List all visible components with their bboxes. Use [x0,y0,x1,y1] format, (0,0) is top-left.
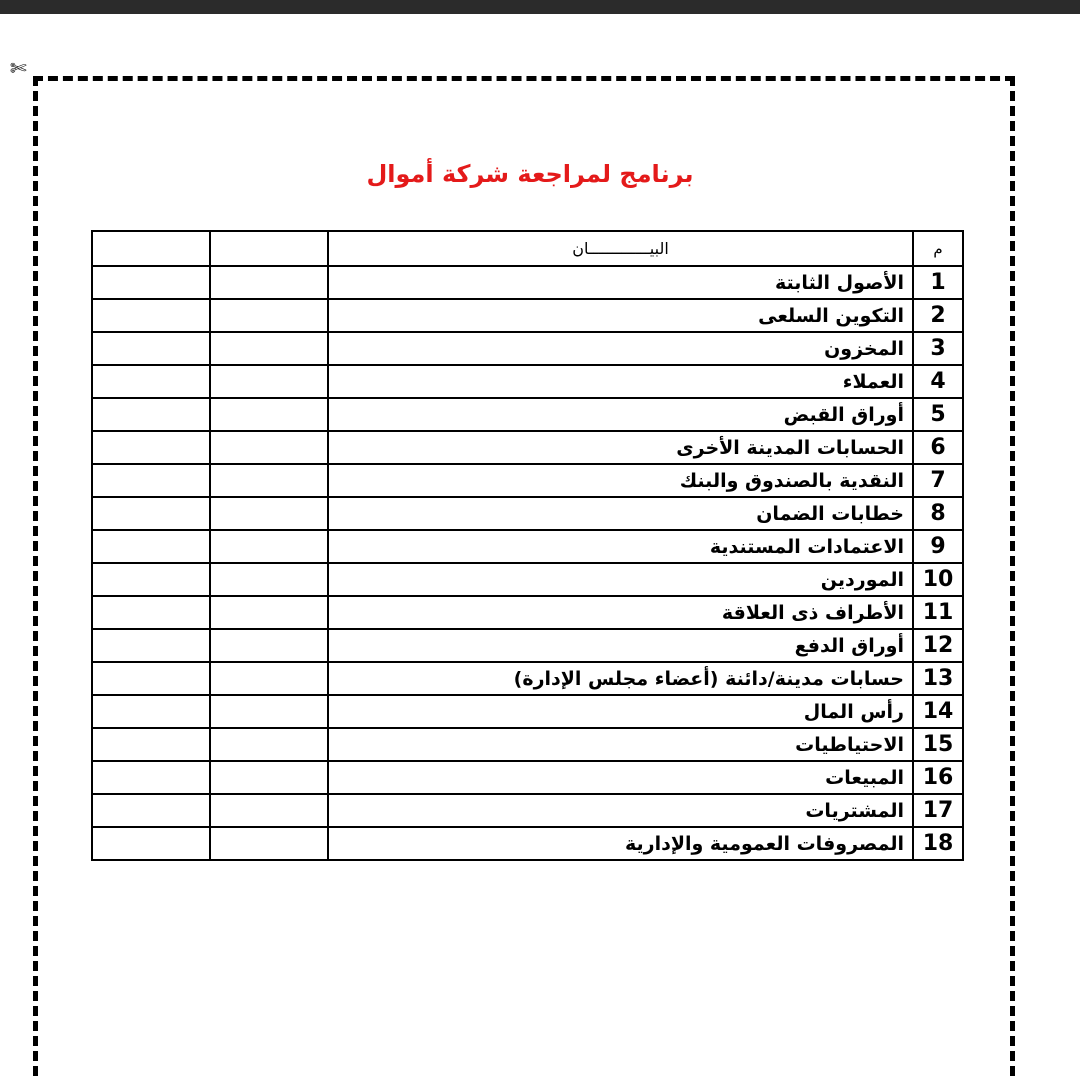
row-description-cell: المصروفات العمومية والإدارية [328,827,913,860]
row-description-cell: الاعتمادات المستندية [328,530,913,563]
header-number-cell: م [913,231,963,266]
row-number-cell: 12 [913,629,963,662]
row-extra-cell-2 [92,497,210,530]
row-number-cell: 4 [913,365,963,398]
row-extra-cell-2 [92,728,210,761]
row-description-cell: الموردين [328,563,913,596]
row-description-cell: حسابات مدينة/دائنة (أعضاء مجلس الإدارة) [328,662,913,695]
row-number-cell: 16 [913,761,963,794]
row-number-cell: 6 [913,431,963,464]
row-number-cell: 11 [913,596,963,629]
row-extra-cell-1 [210,728,328,761]
row-extra-cell-2 [92,266,210,299]
row-extra-cell-1 [210,596,328,629]
row-extra-cell-2 [92,695,210,728]
row-number-cell: 5 [913,398,963,431]
row-extra-cell-1 [210,332,328,365]
row-extra-cell-1 [210,827,328,860]
row-description-cell: الأطراف ذى العلاقة [328,596,913,629]
row-description-cell: النقدية بالصندوق والبنك [328,464,913,497]
table-row [92,266,963,299]
row-description-cell: الاحتياطيات [328,728,913,761]
table-row [92,629,963,662]
row-extra-cell-1 [210,365,328,398]
row-extra-cell-1 [210,266,328,299]
row-number-cell: 10 [913,563,963,596]
row-extra-cell-2 [92,596,210,629]
row-extra-cell-1 [210,299,328,332]
table-row [92,662,963,695]
scissors-icon: ✄ [10,56,27,80]
row-description-cell: التكوين السلعى [328,299,913,332]
header-extra-cell-2 [92,231,210,266]
table-row [92,794,963,827]
table-row [92,497,963,530]
row-extra-cell-1 [210,761,328,794]
row-extra-cell-1 [210,794,328,827]
window-top-bar [0,0,1080,14]
row-number-cell: 7 [913,464,963,497]
row-number-cell: 17 [913,794,963,827]
row-extra-cell-1 [210,431,328,464]
row-description-cell: رأس المال [328,695,913,728]
row-number-cell: 1 [913,266,963,299]
review-program-table [91,230,964,861]
row-extra-cell-2 [92,662,210,695]
row-description-cell: أوراق القبض [328,398,913,431]
row-extra-cell-1 [210,464,328,497]
table-row [92,728,963,761]
row-number-cell: 2 [913,299,963,332]
row-extra-cell-2 [92,299,210,332]
row-number-cell: 18 [913,827,963,860]
row-extra-cell-2 [92,365,210,398]
row-extra-cell-2 [92,563,210,596]
document-title: برنامج لمراجعة شركة أموال [366,160,694,188]
row-description-cell: العملاء [328,365,913,398]
row-description-cell: المشتريات [328,794,913,827]
row-number-cell: 14 [913,695,963,728]
row-extra-cell-2 [92,761,210,794]
row-extra-cell-2 [92,530,210,563]
row-extra-cell-2 [92,431,210,464]
row-extra-cell-1 [210,563,328,596]
table-header-row [92,231,963,266]
row-extra-cell-2 [92,464,210,497]
row-extra-cell-2 [92,827,210,860]
row-extra-cell-1 [210,695,328,728]
row-extra-cell-1 [210,662,328,695]
table-row [92,530,963,563]
table-row [92,761,963,794]
header-description-cell: البيـــــــــــــان [328,231,913,266]
row-extra-cell-1 [210,629,328,662]
row-extra-cell-1 [210,497,328,530]
row-number-cell: 8 [913,497,963,530]
row-description-cell: المبيعات [328,761,913,794]
row-description-cell: الأصول الثابتة [328,266,913,299]
table-row [92,695,963,728]
row-description-cell: خطابات الضمان [328,497,913,530]
table-row [92,398,963,431]
row-extra-cell-1 [210,530,328,563]
row-number-cell: 9 [913,530,963,563]
table-row [92,365,963,398]
table-row [92,563,963,596]
row-description-cell: الحسابات المدينة الأخرى [328,431,913,464]
header-extra-cell-1 [210,231,328,266]
row-extra-cell-2 [92,794,210,827]
row-number-cell: 13 [913,662,963,695]
row-description-cell: أوراق الدفع [328,629,913,662]
table-row [92,332,963,365]
row-number-cell: 3 [913,332,963,365]
row-description-cell: المخزون [328,332,913,365]
table-row [92,596,963,629]
row-number-cell: 15 [913,728,963,761]
table-row [92,299,963,332]
row-extra-cell-2 [92,332,210,365]
row-extra-cell-1 [210,398,328,431]
table-row [92,464,963,497]
row-extra-cell-2 [92,398,210,431]
table-row [92,431,963,464]
row-extra-cell-2 [92,629,210,662]
table-row [92,827,963,860]
